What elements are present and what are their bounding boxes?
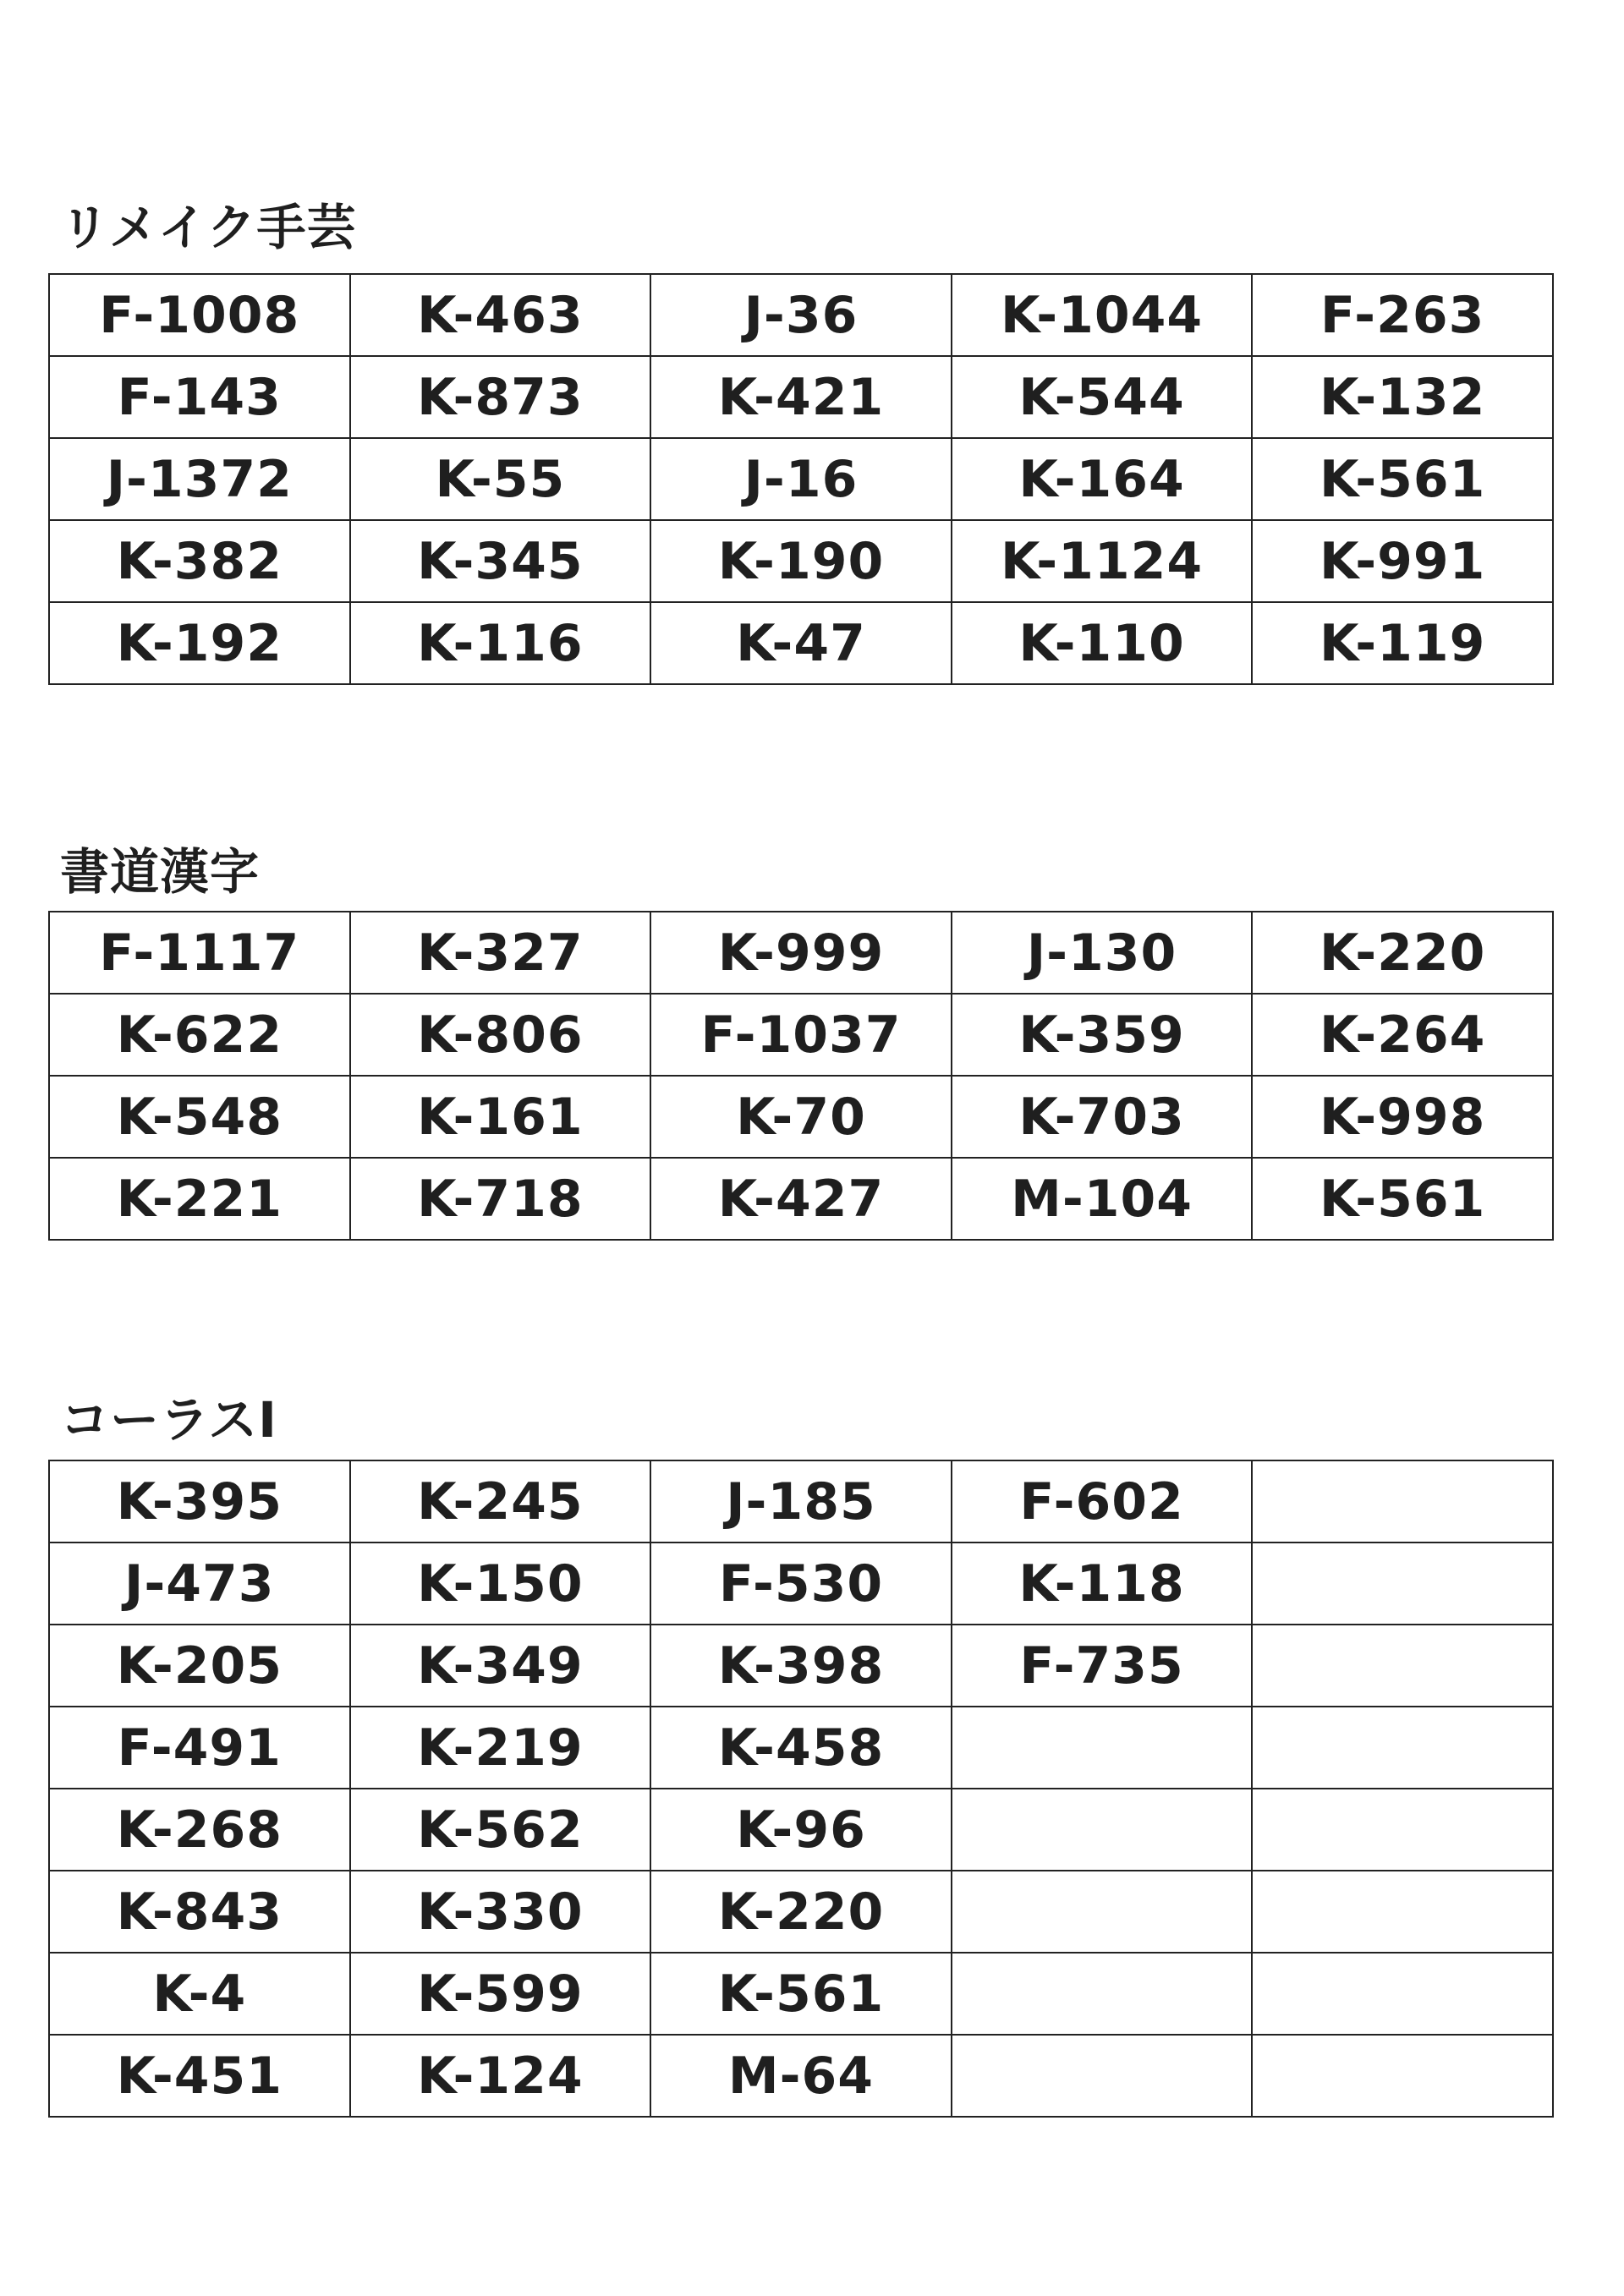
table-cell: K-220: [650, 1871, 952, 1953]
table-cell: [952, 1789, 1253, 1871]
section-title: リメイク手芸: [60, 199, 357, 256]
table-cell: K-703: [952, 1076, 1253, 1158]
table-cell: J-36: [650, 274, 952, 356]
table-cell: K-161: [350, 1076, 651, 1158]
table-cell: [952, 1871, 1253, 1953]
table-cell: K-205: [49, 1625, 350, 1707]
table-row: [49, 1460, 1553, 1543]
table-row: [49, 1625, 1553, 1707]
table-row: [49, 356, 1553, 438]
table-row: [49, 2035, 1553, 2117]
table-cell: K-96: [650, 1789, 952, 1871]
table-row: [49, 1158, 1553, 1240]
table-cell: F-530: [650, 1543, 952, 1625]
table-cell: [1252, 1953, 1553, 2035]
table-cell: K-4: [49, 1953, 350, 2035]
table-cell: K-998: [1252, 1076, 1553, 1158]
table-cell: K-427: [650, 1158, 952, 1240]
table-cell: K-359: [952, 994, 1253, 1076]
table-cell: K-991: [1252, 520, 1553, 602]
table-cell: K-55: [350, 438, 651, 520]
table-cell: [952, 2035, 1253, 2117]
table-cell: K-345: [350, 520, 651, 602]
table-cell: K-264: [1252, 994, 1553, 1076]
section-title: 書道漢字: [60, 843, 261, 901]
table-cell: K-548: [49, 1076, 350, 1158]
table-cell: K-395: [49, 1460, 350, 1543]
table-cell: K-599: [350, 1953, 651, 2035]
table-cell: K-192: [49, 602, 350, 684]
table-cell: K-47: [650, 602, 952, 684]
table-cell: [1252, 1543, 1553, 1625]
table-cell: [1252, 1789, 1553, 1871]
table-cell: K-458: [650, 1707, 952, 1789]
table-cell: J-1372: [49, 438, 350, 520]
table-cell: J-473: [49, 1543, 350, 1625]
table-cell: M-64: [650, 2035, 952, 2117]
table-cell: K-1044: [952, 274, 1253, 356]
section-title: コーラスⅠ: [60, 1391, 277, 1449]
table-row: [49, 1871, 1553, 1953]
table-body: [49, 274, 1553, 684]
table-cell: [1252, 1707, 1553, 1789]
table-cell: [1252, 1460, 1553, 1543]
table-cell: J-16: [650, 438, 952, 520]
table-cell: K-221: [49, 1158, 350, 1240]
table-cell: K-70: [650, 1076, 952, 1158]
table-cell: K-245: [350, 1460, 651, 1543]
code-table: [48, 1460, 1554, 2118]
table-cell: K-219: [350, 1707, 651, 1789]
table-cell: K-561: [1252, 438, 1553, 520]
table-cell: K-110: [952, 602, 1253, 684]
table-body: [49, 1460, 1553, 2117]
code-table: [48, 911, 1554, 1241]
table-cell: K-622: [49, 994, 350, 1076]
table-cell: K-562: [350, 1789, 651, 1871]
table-row: [49, 1543, 1553, 1625]
table-cell: F-143: [49, 356, 350, 438]
table-cell: [1252, 1625, 1553, 1707]
table-cell: F-263: [1252, 274, 1553, 356]
table-cell: J-185: [650, 1460, 952, 1543]
table-cell: K-268: [49, 1789, 350, 1871]
table-cell: K-116: [350, 602, 651, 684]
table-cell: K-118: [952, 1543, 1253, 1625]
table-cell: K-451: [49, 2035, 350, 2117]
table-cell: K-190: [650, 520, 952, 602]
table-cell: K-220: [1252, 912, 1553, 994]
table-cell: K-330: [350, 1871, 651, 1953]
table-cell: J-130: [952, 912, 1253, 994]
table-cell: K-132: [1252, 356, 1553, 438]
table-cell: K-119: [1252, 602, 1553, 684]
table-cell: K-544: [952, 356, 1253, 438]
table-cell: [952, 1953, 1253, 2035]
table-cell: K-806: [350, 994, 651, 1076]
table-cell: [1252, 1871, 1553, 1953]
table-cell: K-463: [350, 274, 651, 356]
table-cell: K-382: [49, 520, 350, 602]
table-cell: K-999: [650, 912, 952, 994]
table-row: [49, 520, 1553, 602]
table-cell: K-561: [650, 1953, 952, 2035]
table-cell: K-164: [952, 438, 1253, 520]
table-row: [49, 438, 1553, 520]
table-cell: M-104: [952, 1158, 1253, 1240]
table-cell: K-349: [350, 1625, 651, 1707]
table-cell: K-398: [650, 1625, 952, 1707]
table-row: [49, 912, 1553, 994]
table-cell: K-1124: [952, 520, 1253, 602]
table-cell: K-124: [350, 2035, 651, 2117]
table-cell: K-421: [650, 356, 952, 438]
table-row: [49, 274, 1553, 356]
table-row: [49, 1953, 1553, 2035]
table-row: [49, 1076, 1553, 1158]
table-cell: F-1037: [650, 994, 952, 1076]
table-cell: K-327: [350, 912, 651, 994]
table-cell: [1252, 2035, 1553, 2117]
table-row: [49, 602, 1553, 684]
table-row: [49, 1789, 1553, 1871]
table-cell: K-873: [350, 356, 651, 438]
table-cell: K-718: [350, 1158, 651, 1240]
table-row: [49, 1707, 1553, 1789]
table-cell: F-735: [952, 1625, 1253, 1707]
code-table: [48, 273, 1554, 685]
table-cell: F-1117: [49, 912, 350, 994]
table-row: [49, 994, 1553, 1076]
table-cell: [952, 1707, 1253, 1789]
table-cell: F-1008: [49, 274, 350, 356]
table-cell: K-843: [49, 1871, 350, 1953]
table-body: [49, 912, 1553, 1240]
table-cell: K-561: [1252, 1158, 1553, 1240]
table-cell: F-491: [49, 1707, 350, 1789]
table-cell: K-150: [350, 1543, 651, 1625]
table-cell: F-602: [952, 1460, 1253, 1543]
